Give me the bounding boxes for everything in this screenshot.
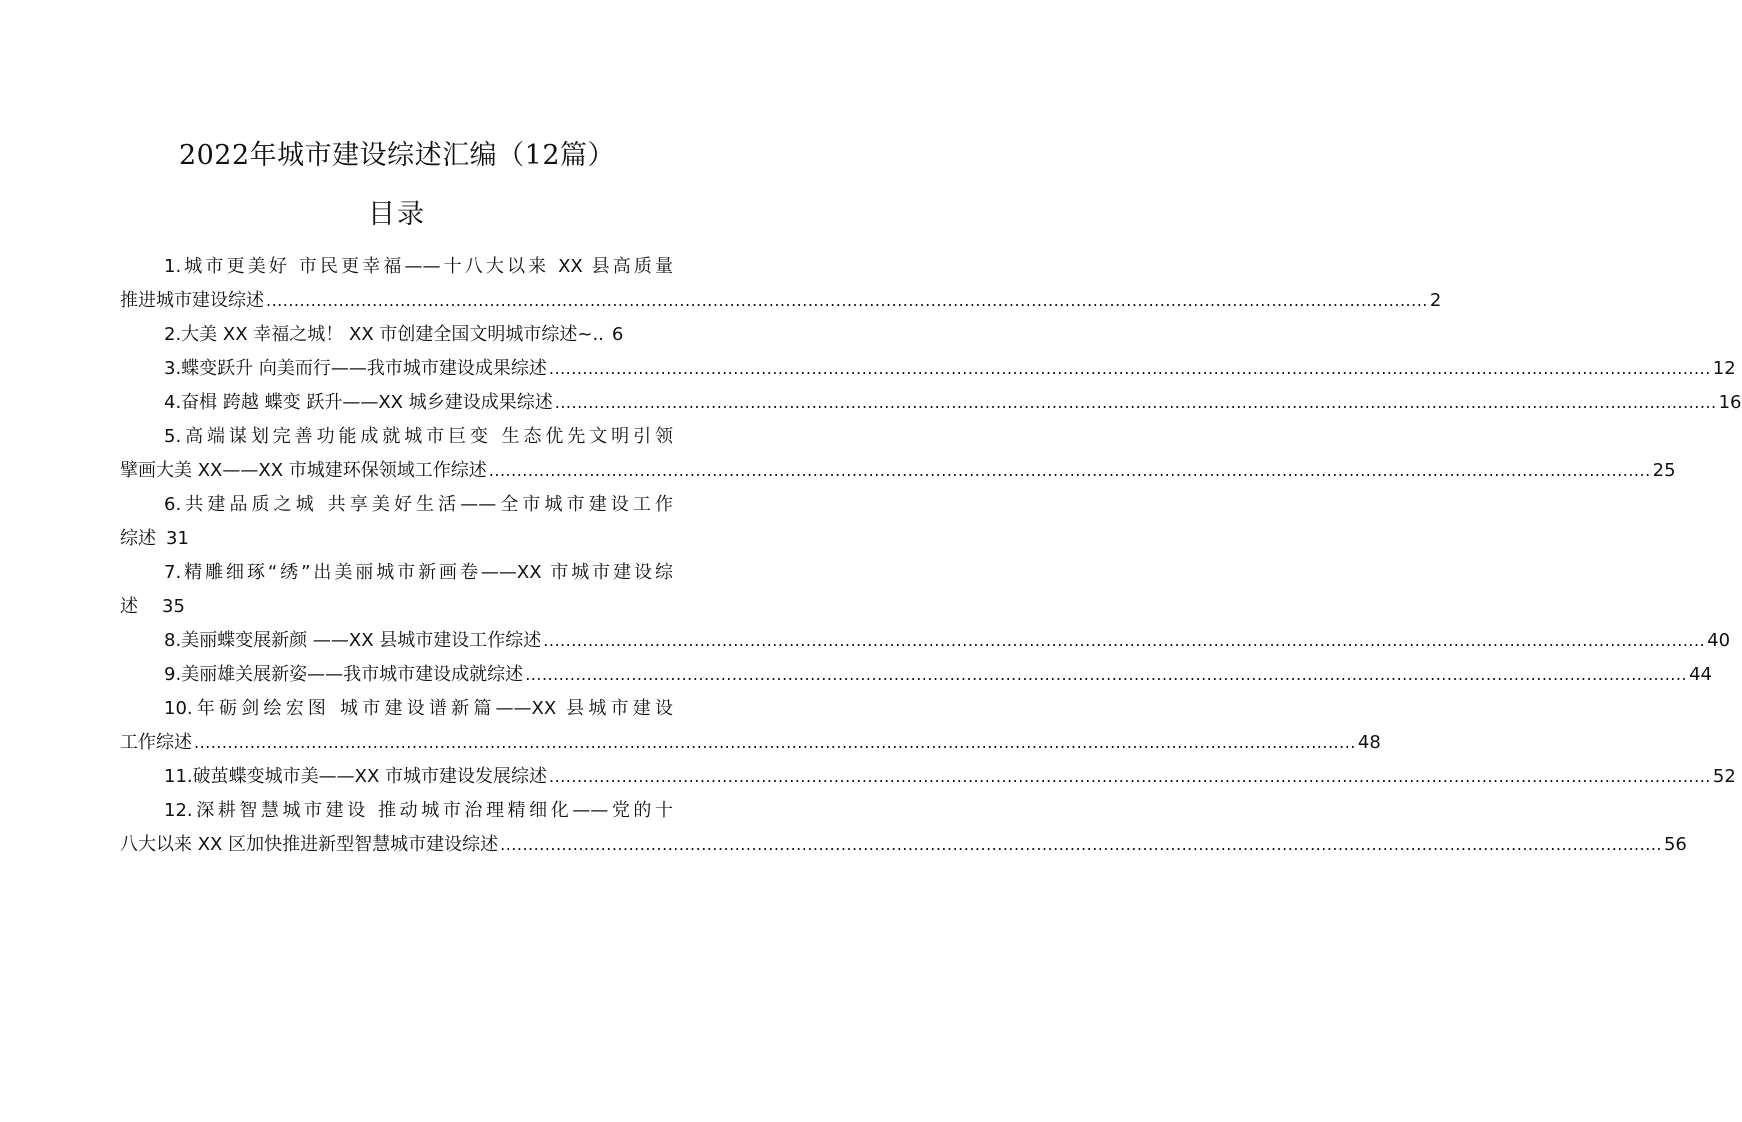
toc-entry-title: 5.高端谋划完善功能成就城市巨变 生态优先文明引领: [164, 426, 673, 447]
toc-entry-title: 1.城市更美好 市民更幸福——十八大以来 XX 县高质量: [164, 256, 673, 277]
table-of-contents: [120, 250, 1742, 862]
toc-entry-title: 9.美丽雄关展新姿——我市城市建设成就综述: [164, 664, 524, 685]
toc-entry-12[interactable]: [120, 794, 1687, 862]
toc-page-number: 52: [1712, 766, 1736, 787]
toc-heading: 目录: [368, 199, 426, 230]
toc-entry-title: 11.破茧蝶变城市美——XX 市城市建设发展综述: [164, 766, 548, 787]
dot-leader: [555, 386, 1717, 420]
toc-entry-title-cont: 推进城市建设综述: [120, 290, 264, 311]
document-title: 2022年城市建设综述汇编（12篇）: [178, 140, 616, 171]
toc-entry-title: 3.蝶变跃升 向美而行——我市城市建设成果综述: [164, 358, 547, 379]
toc-page-number: 2: [1429, 290, 1442, 311]
toc-entry-7[interactable]: [120, 556, 673, 624]
toc-entry-1[interactable]: [120, 250, 1442, 318]
toc-page-number: 25: [1652, 460, 1676, 481]
toc-entry-2[interactable]: [120, 318, 673, 352]
dot-leader: [194, 726, 1356, 760]
toc-entry-11[interactable]: [120, 760, 1736, 794]
toc-entry-title-cont: 述: [120, 596, 138, 617]
toc-entry-title: 8.美丽蝶变展新颜 ——XX 县城市建设工作综述: [164, 630, 542, 651]
toc-entry-5[interactable]: [120, 420, 1676, 488]
toc-entry-10[interactable]: [120, 692, 1381, 760]
toc-page-number: 31: [166, 528, 189, 549]
toc-entry-title: 2.大美 XX 幸福之城！ XX 市创建全国文明城市综述~..: [164, 324, 604, 345]
toc-entry-8[interactable]: [120, 624, 1731, 658]
toc-entry-9[interactable]: [120, 658, 1712, 692]
toc-entry-title: 7.精雕细琢“绣”出美丽城市新画卷——XX 市城市建设综: [164, 562, 673, 583]
dot-leader: [266, 284, 1428, 318]
toc-page-number: 44: [1689, 664, 1712, 685]
toc-page-number: 48: [1357, 732, 1381, 753]
toc-page-number: 12: [1712, 358, 1736, 379]
toc-entry-title: 6.共建品质之城 共享美好生活——全市城市建设工作: [164, 494, 673, 515]
dot-leader: [489, 454, 1651, 488]
dot-leader: [549, 760, 1711, 794]
toc-entry-4[interactable]: [120, 386, 1742, 420]
toc-entry-title-cont: 八大以来 XX 区加快推进新型智慧城市建设综述: [120, 834, 499, 855]
dot-leader: [500, 828, 1662, 862]
toc-entry-title-cont: 工作综述: [120, 732, 192, 753]
dot-leader: [543, 624, 1705, 658]
toc-entry-3[interactable]: [120, 352, 1736, 386]
toc-entry-title-cont: 擘画大美 XX——XX 市城建环保领域工作综述: [120, 460, 487, 481]
toc-page-number: 56: [1663, 834, 1687, 855]
toc-entry-title: 4.奋楫 跨越 蝶变 跃升——XX 城乡建设成果综述: [164, 392, 553, 413]
toc-entry-title: 10.年砺剑绘宏图 城市建设谱新篇——XX 县城市建设: [164, 698, 673, 719]
dot-leader: [549, 352, 1711, 386]
toc-entry-title-cont: 综述: [120, 528, 156, 549]
toc-entry-title: 12.深耕智慧城市建设 推动城市治理精细化——党的十: [164, 800, 673, 821]
dot-leader: [525, 658, 1687, 692]
toc-page-number: 35: [162, 596, 185, 617]
toc-page-number: 16: [1718, 392, 1742, 413]
toc-entry-6[interactable]: [120, 488, 673, 556]
toc-page-number: 40: [1707, 630, 1731, 651]
toc-page-number: 6: [611, 324, 624, 345]
